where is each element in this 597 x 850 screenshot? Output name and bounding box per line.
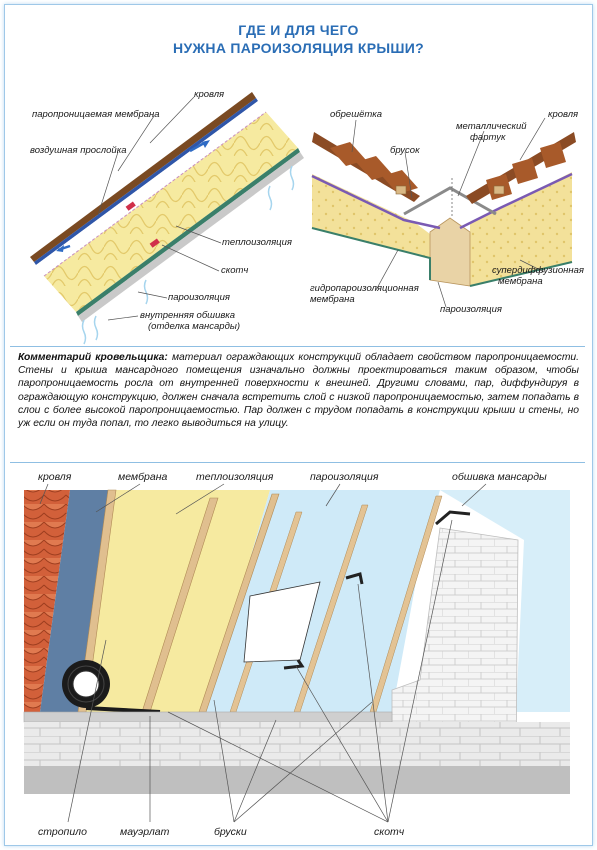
label-bottom-bars: бруски [214,826,247,838]
page-title-line1: ГДЕ И ДЛЯ ЧЕГО [238,22,359,38]
label-bottom-attic-lining: обшивка мансарды [452,471,547,483]
label-bottom-mauerlat: мауэрлат [120,826,170,838]
label-bar: брусок [390,145,420,156]
label-batten: обрешётка [330,109,383,120]
label-super-diffusion-2: мембрана [498,276,543,287]
comment-lead: Комментарий кровельщика: [18,352,168,363]
ridge-detail [312,132,576,286]
label-bottom-tape: скотч [374,826,405,838]
label-metal-apron-2: фартук [470,132,506,143]
label-vapor-barrier-right: пароизоляция [440,304,502,315]
label-roofing-right: кровля [548,109,579,120]
label-hydro-vapor-2: мембрана [310,294,355,305]
label-bottom-rafter: стропило [38,826,87,838]
label-inner-lining-2: (отделка мансарды) [148,321,240,332]
label-metal-apron-1: металлический [456,121,527,132]
comment-text: материал ограждающих конструкций обладает свойством паропроницаемости. Стены и крыша мансардного помещения изначально должны проектироваться таким образом, чтобы паропроницаемость росла от внутренней поверхности к внешней. Другими словами, пар, диффундируя в ограждающую конструкцию, должен сначала встретить слой с низкой паропроницаемостью, затем попадать в слои с более высокой паропроницаемостью. Пар должен с трудом попадать в конструкции крыши и стены, но уж если он туда попал, то легко выводиться на улицу. [18,352,579,430]
page-title-line2: НУЖНА ПАРОИЗОЛЯЦИЯ КРЫШИ? [173,40,424,56]
label-super-diffusion-1: супердиффузионная [492,265,584,276]
divider-bottom [10,462,585,463]
label-bottom-roofing: кровля [38,471,72,483]
label-tape-left: скотч [221,265,249,276]
label-hydro-vapor-1: гидропароизоляционная [310,283,419,294]
label-inner-lining-1: внутренняя обшивка [140,310,236,321]
roofer-comment [18,351,579,430]
label-bottom-membrane: мембрана [118,471,168,483]
label-membrane-left: паропроницаемая мембрана [32,109,160,120]
label-bottom-insulation: теплоизоляция [196,471,274,483]
label-air-gap: воздушная прослойка [30,145,127,156]
left-layered-section [30,89,304,344]
label-insulation-left: теплоизоляция [222,237,292,248]
label-roofing-left: кровля [194,89,225,100]
floor [24,766,570,794]
divider-top [10,346,585,347]
brick-wall [24,722,570,766]
insulation-layer [44,112,298,312]
label-bottom-vapor-barrier: пароизоляция [310,471,379,483]
label-vapor-barrier-left: пароизоляция [168,292,230,303]
mauerlat [24,712,392,722]
